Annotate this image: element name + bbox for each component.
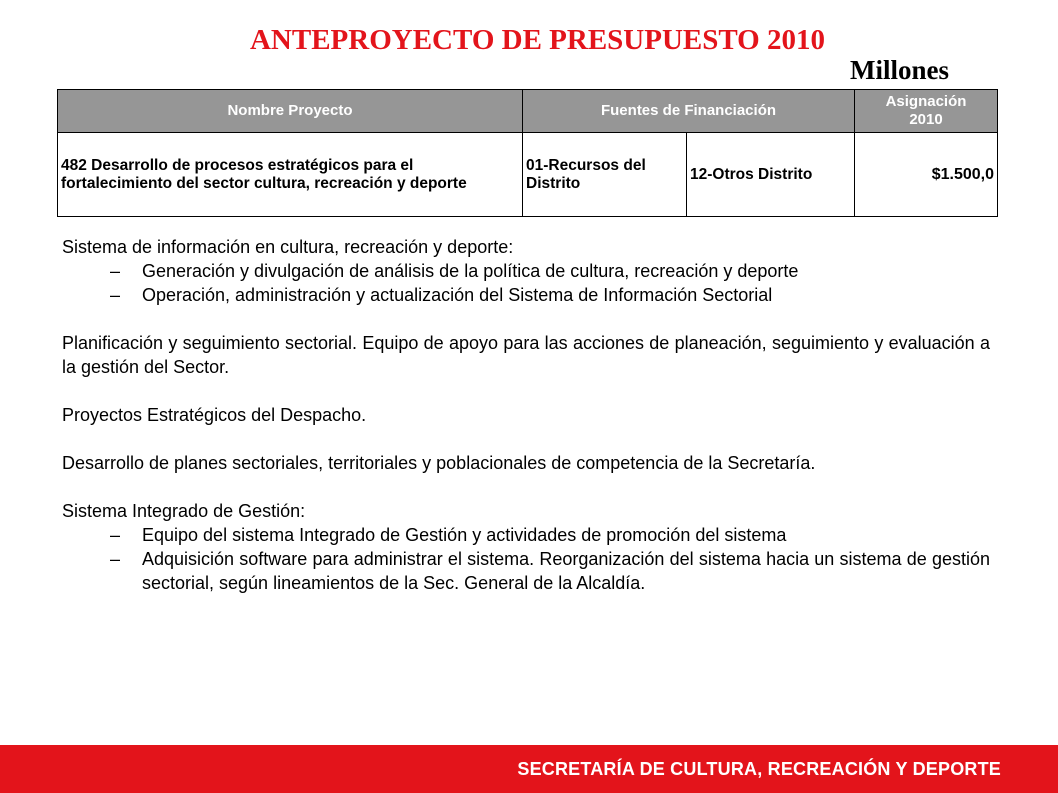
list-item: – Operación, administración y actualización del Sistema de Información Sectorial	[110, 285, 773, 305]
cell-funding-source: 01-Recursos del Distrito	[523, 133, 687, 217]
paragraph: Planificación y seguimiento sectorial. Equipo de apoyo para las acciones de planeación, seguimiento y evaluación a la gestión del Sector.	[62, 333, 990, 377]
header-project-name: Nombre Proyecto	[58, 90, 523, 133]
cell-allocation-amount: $1.500,0	[855, 133, 998, 217]
page-title: ANTEPROYECTO DE PRESUPUESTO 2010	[249, 24, 825, 56]
table-header-row	[58, 90, 998, 133]
list-item: – Adquisición software para administrar el sistema. Reorganización del sistema hacia un sistema de gestión sectorial, según lineamientos de la Sec. General de la Alcaldía.	[110, 549, 990, 593]
units-label: Millones	[850, 55, 949, 85]
dash-bullet-icon: –	[110, 549, 121, 569]
bullet-list	[62, 523, 990, 595]
section-heading: Sistema de información en cultura, recreación y deporte:	[62, 237, 514, 257]
budget-table	[57, 89, 998, 217]
cell-project-name: 482 Desarrollo de procesos estratégicos para el fortalecimiento del sector cultura, recreación y deporte	[58, 133, 523, 217]
list-item: – Generación y divulgación de análisis de la política de cultura, recreación y deporte	[110, 261, 799, 281]
header-funding-sources: Fuentes de Financiación	[523, 90, 855, 133]
paragraph: Proyectos Estratégicos del Despacho.	[62, 405, 367, 425]
dash-bullet-icon: –	[110, 525, 121, 545]
body-text	[62, 235, 990, 595]
cell-funding-subsource: 12-Otros Distrito	[687, 133, 855, 217]
footer-label: SECRETARÍA DE CULTURA, RECREACIÓN Y DEPORTE	[517, 759, 1001, 779]
dash-bullet-icon: –	[110, 261, 121, 281]
paragraph: Desarrollo de planes sectoriales, territoriales y poblacionales de competencia de la Secretaría.	[62, 453, 816, 473]
dash-bullet-icon: –	[110, 285, 121, 305]
header-allocation: Asignación 2010	[855, 90, 998, 133]
bullet-list	[62, 259, 990, 307]
table-row	[58, 133, 998, 217]
list-item: – Equipo del sistema Integrado de Gestión y actividades de promoción del sistema	[110, 525, 787, 545]
footer-bar	[0, 745, 1058, 793]
section-heading: Sistema Integrado de Gestión:	[62, 501, 306, 521]
